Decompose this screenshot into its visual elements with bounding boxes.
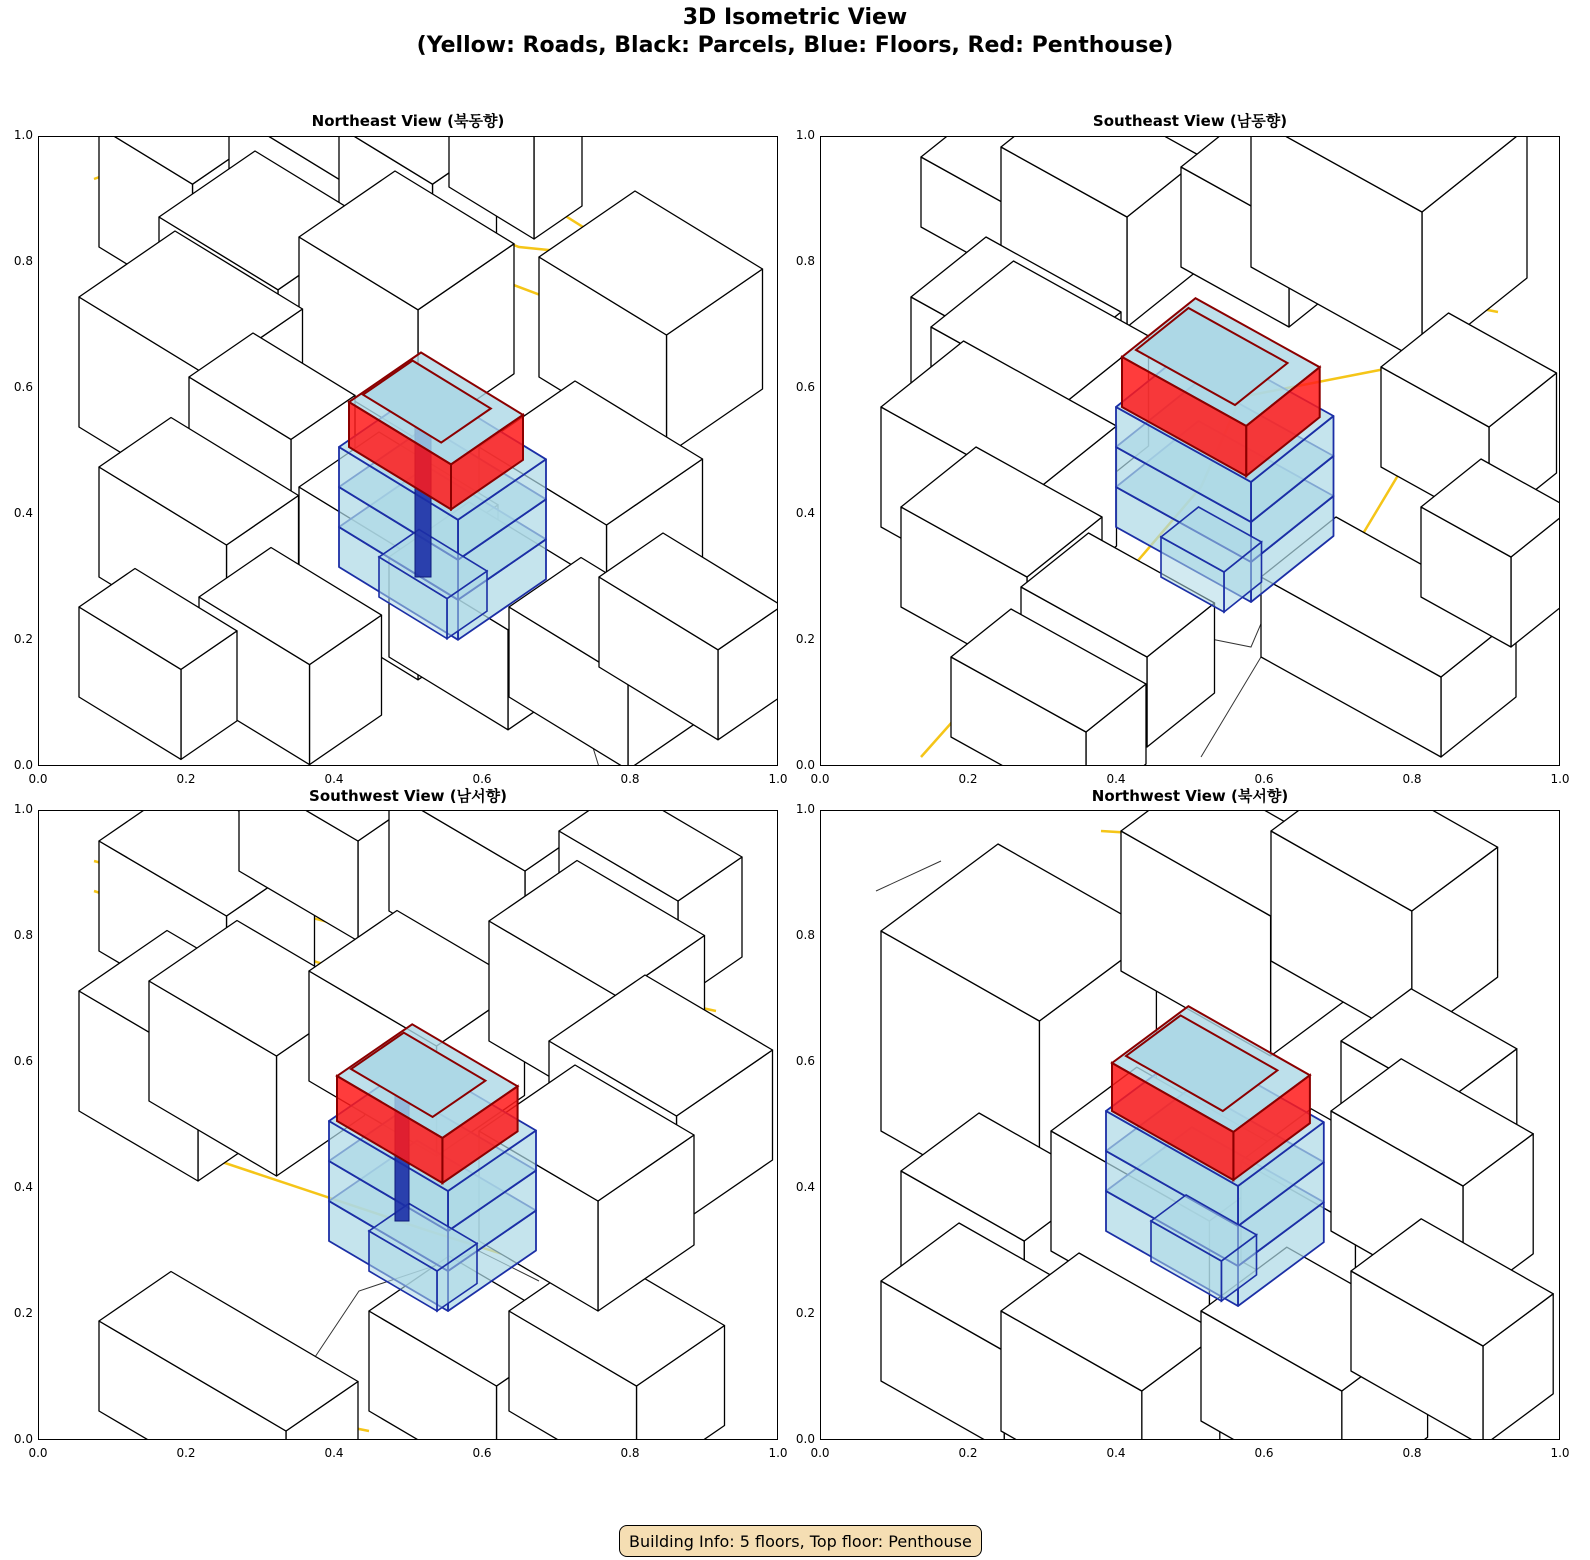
- axes-southwest: [38, 810, 778, 1440]
- isometric-scene: [39, 137, 778, 766]
- x-tick-label: 0.4: [324, 772, 344, 786]
- x-tick-label: 0.0: [28, 1446, 48, 1460]
- x-tick-label: 0.2: [176, 1446, 196, 1460]
- x-tick-label: 1.0: [768, 772, 788, 786]
- y-tick-label: 0.0: [13, 1432, 33, 1446]
- x-tick-label: 0.6: [1254, 1446, 1274, 1460]
- y-tick-label: 0.8: [795, 254, 815, 268]
- y-tick-label: 0.2: [13, 1306, 33, 1320]
- y-tick-label: 0.6: [13, 1054, 33, 1068]
- y-tick-label: 1.0: [795, 128, 815, 142]
- x-tick-label: 0.8: [620, 772, 640, 786]
- figure-title: 3D Isometric View: [682, 5, 908, 30]
- y-tick-label: 0.8: [13, 928, 33, 942]
- panel-title-southwest: Southwest View (남서향): [309, 787, 507, 805]
- isometric-scene: [39, 811, 778, 1440]
- panel-title-southeast: Southeast View (남동향): [1092, 112, 1288, 130]
- y-tick-label: 0.8: [13, 254, 33, 268]
- y-tick-label: 0.0: [795, 758, 815, 772]
- axes-northwest: [820, 810, 1560, 1440]
- y-tick-label: 0.2: [795, 1306, 815, 1320]
- x-tick-label: 0.8: [1402, 772, 1422, 786]
- x-tick-label: 0.2: [958, 772, 978, 786]
- x-tick-label: 1.0: [768, 1446, 788, 1460]
- x-tick-label: 0.0: [810, 772, 830, 786]
- x-tick-label: 1.0: [1550, 1446, 1570, 1460]
- parcel-building: [1251, 137, 1527, 362]
- x-tick-label: 0.4: [324, 1446, 344, 1460]
- x-tick-label: 0.4: [1106, 1446, 1126, 1460]
- axes-southeast: [820, 136, 1560, 766]
- axes-northeast: [38, 136, 778, 766]
- y-tick-label: 0.6: [795, 1054, 815, 1068]
- panel-title-northwest: Northwest View (북서향): [1091, 787, 1289, 805]
- parcel-outline: [876, 861, 941, 891]
- y-tick-label: 1.0: [795, 802, 815, 816]
- x-tick-label: 0.8: [1402, 1446, 1422, 1460]
- isometric-scene: [821, 811, 1560, 1440]
- x-tick-label: 0.2: [958, 1446, 978, 1460]
- isometric-scene: [821, 137, 1560, 766]
- y-tick-label: 0.6: [13, 380, 33, 394]
- panel-title-northeast: Northeast View (북동향): [311, 112, 505, 130]
- parcel-outlines: [876, 861, 941, 891]
- x-tick-label: 0.0: [28, 772, 48, 786]
- x-tick-label: 0.8: [620, 1446, 640, 1460]
- figure-subtitle: (Yellow: Roads, Black: Parcels, Blue: Floors, Red: Penthouse): [416, 33, 1174, 58]
- y-tick-label: 0.0: [13, 758, 33, 772]
- y-tick-label: 0.4: [795, 506, 815, 520]
- x-tick-label: 0.6: [472, 1446, 492, 1460]
- y-tick-label: 1.0: [13, 128, 33, 142]
- y-tick-label: 0.2: [13, 632, 33, 646]
- x-tick-label: 0.2: [176, 772, 196, 786]
- building-info-box: Building Info: 5 floors, Top floor: Penthouse: [619, 1525, 982, 1557]
- x-tick-label: 1.0: [1550, 772, 1570, 786]
- parcel-building: [99, 1272, 358, 1441]
- y-tick-label: 0.6: [795, 380, 815, 394]
- y-tick-label: 1.0: [13, 802, 33, 816]
- y-tick-label: 0.4: [13, 1180, 33, 1194]
- x-tick-label: 0.4: [1106, 772, 1126, 786]
- y-tick-label: 0.2: [795, 632, 815, 646]
- x-tick-label: 0.6: [472, 772, 492, 786]
- y-tick-label: 0.4: [13, 506, 33, 520]
- y-tick-label: 0.8: [795, 928, 815, 942]
- x-tick-label: 0.0: [810, 1446, 830, 1460]
- x-tick-label: 0.6: [1254, 772, 1274, 786]
- y-tick-label: 0.0: [795, 1432, 815, 1446]
- y-tick-label: 0.4: [795, 1180, 815, 1194]
